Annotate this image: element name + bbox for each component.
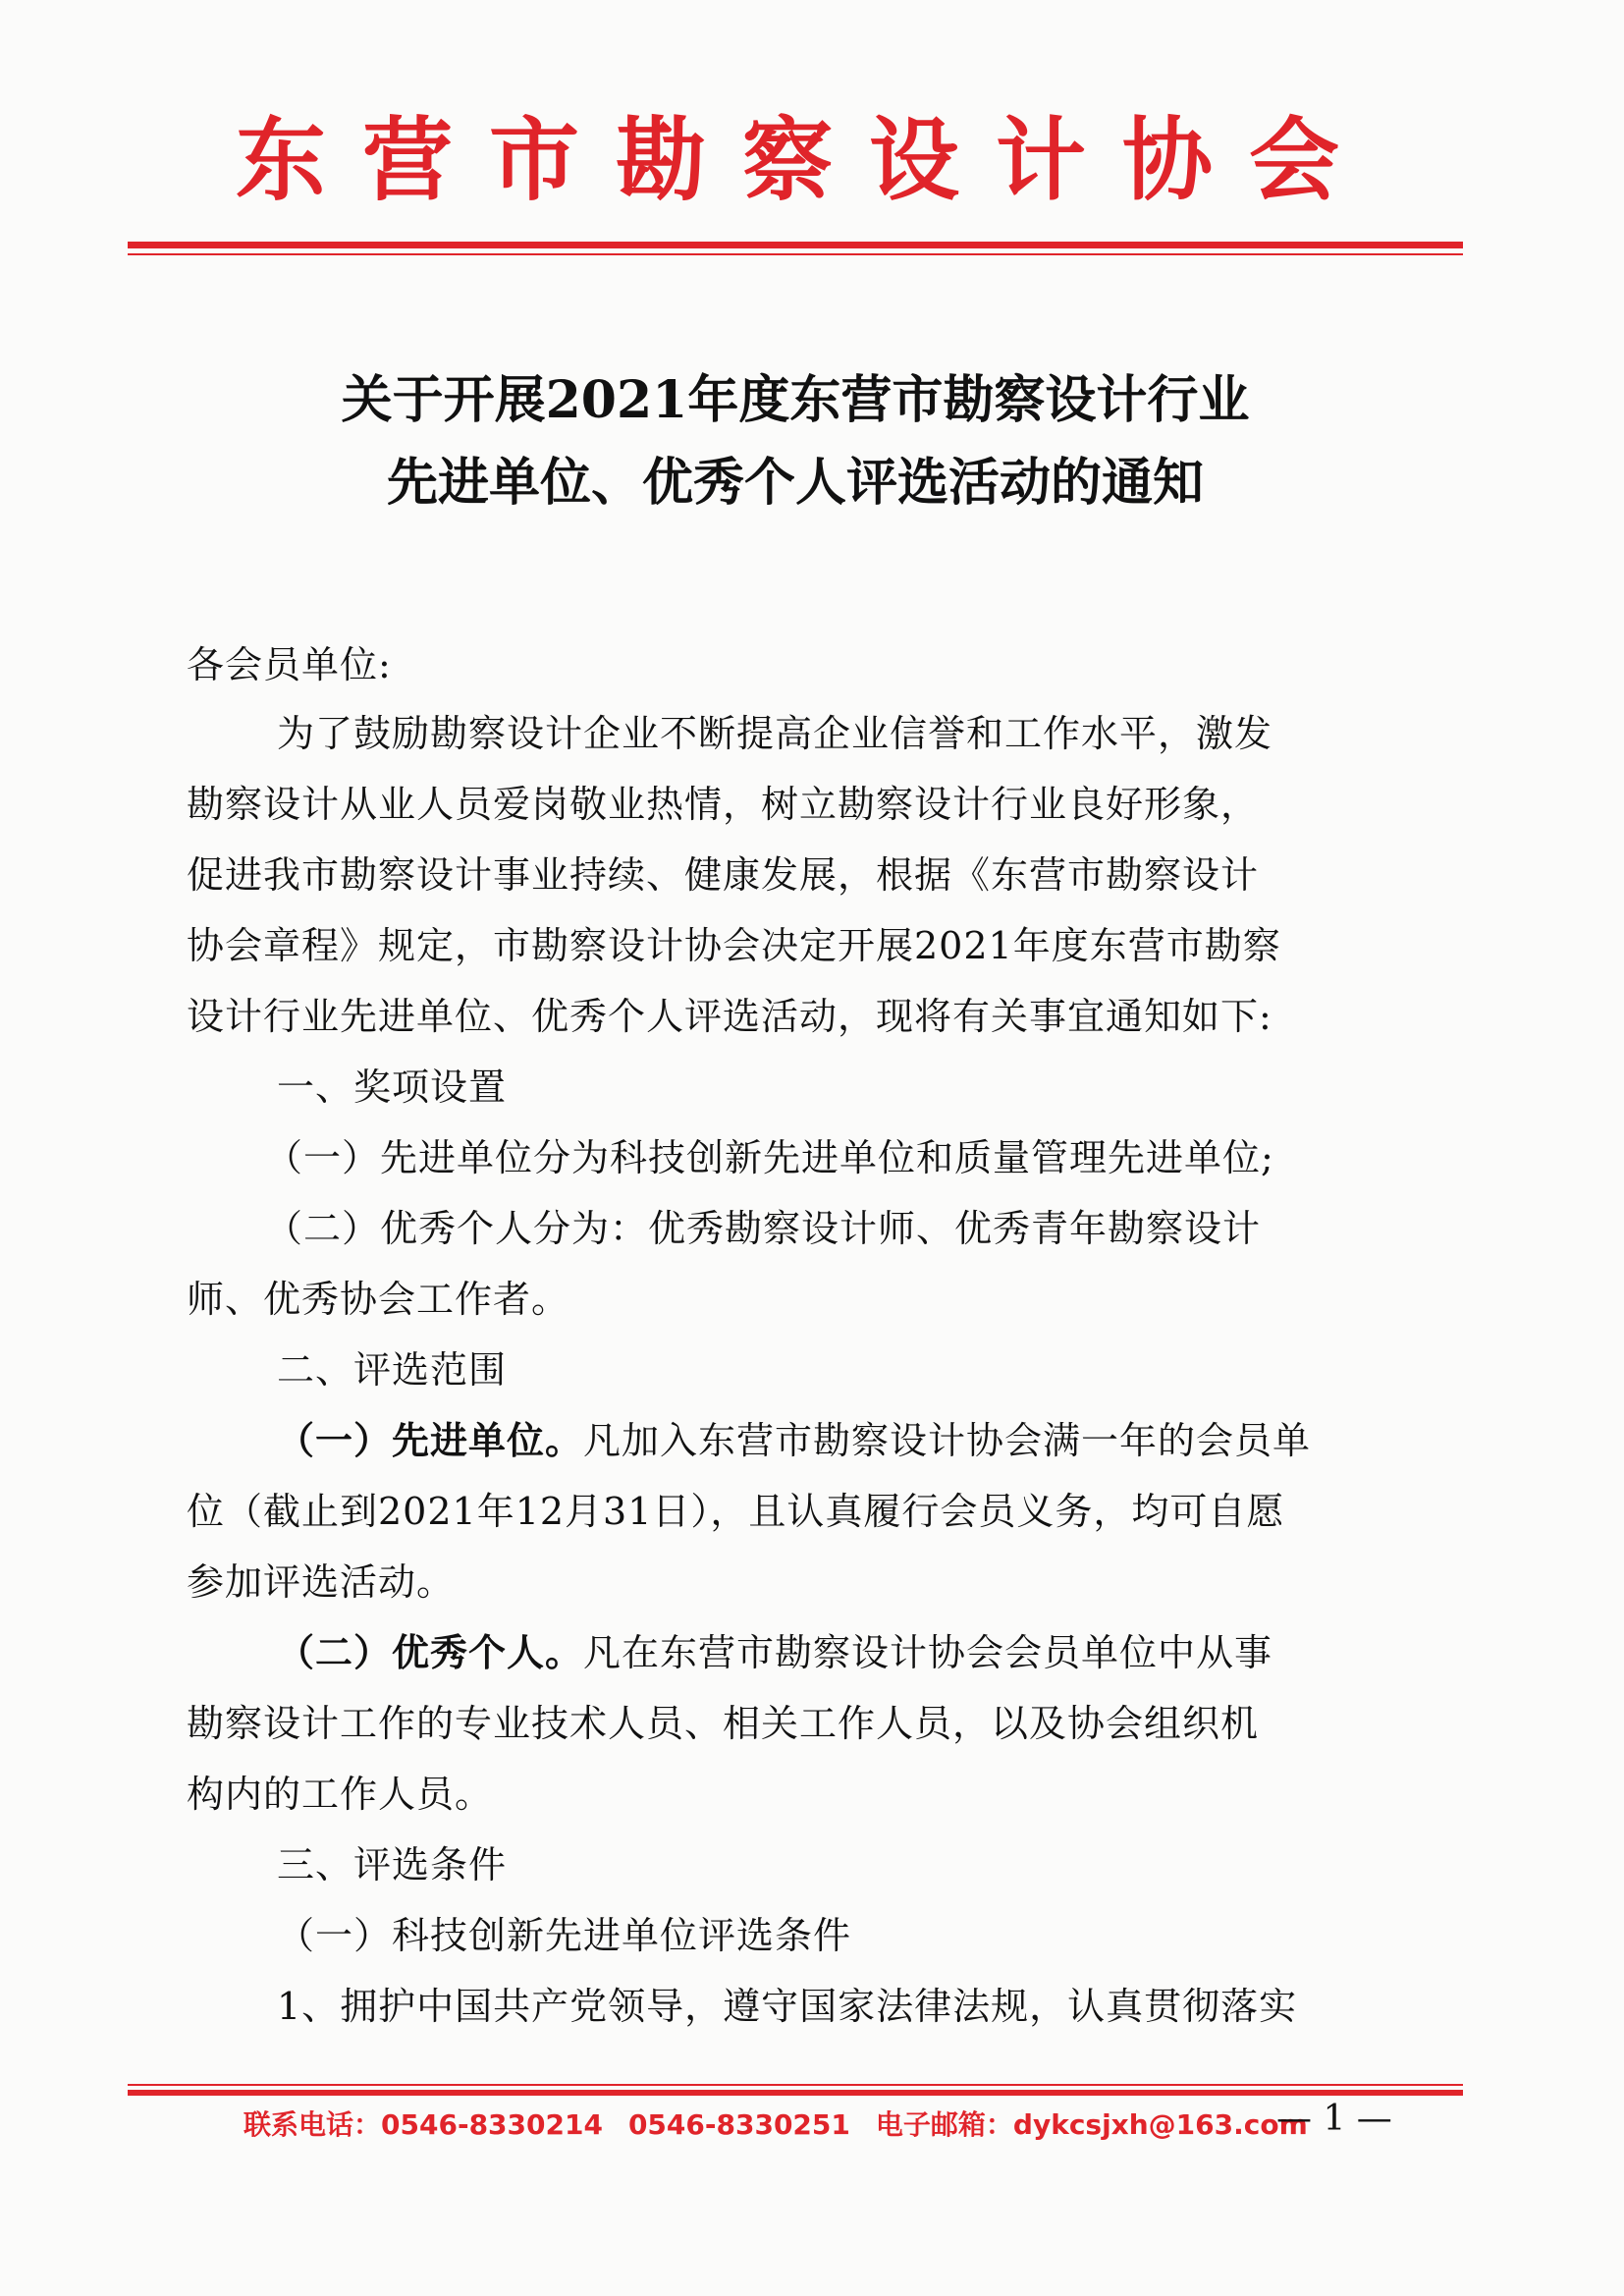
section-heading-criteria: 三、评选条件 [277, 1843, 508, 1886]
paragraph-text: 凡在东营市勘察设计协会会员单位中从事 [583, 1631, 1273, 1674]
paragraph-line: 促进我市勘察设计事业持续、健康发展，根据《东营市勘察设计 [187, 853, 1260, 897]
paragraph-line: 协会章程》规定，市勘察设计协会决定开展2021年度东营市勘察 [187, 924, 1281, 967]
email: dykcsjxh@163.com [1012, 2108, 1308, 2141]
paragraph-line: 勘察设计从业人员爱岗敬业热情，树立勘察设计行业良好形象， [187, 783, 1260, 826]
subsection-heading: （一）科技创新先进单位评选条件 [277, 1914, 852, 1957]
paragraph-text: 凡加入东营市勘察设计协会满一年的会员单 [583, 1419, 1312, 1462]
phone-label: 联系电话： [244, 2108, 382, 2141]
footer-rule-thick [128, 2090, 1463, 2096]
document-title-line-2: 先进单位、优秀个人评选活动的通知 [386, 453, 1204, 513]
phone-2: 0546-8330251 [627, 2108, 850, 2141]
page-number: — 1 — [1276, 2099, 1392, 2139]
paragraph-line: 1、拥护中国共产党领导，遵守国家法律法规，认真贯彻落实 [277, 1985, 1298, 2028]
paragraph-line: 参加评选活动。 [187, 1560, 456, 1604]
paragraph-line: （二）优秀个人分为：优秀勘察设计师、优秀青年勘察设计 [265, 1207, 1262, 1250]
bold-label-advanced-unit: （一）先进单位。 [277, 1419, 584, 1462]
phone-1: 0546-8330214 [381, 2108, 603, 2141]
email-label: 电子邮箱： [875, 2108, 1013, 2141]
paragraph-line: 勘察设计工作的专业技术人员、相关工作人员，以及协会组织机 [187, 1702, 1260, 1745]
paragraph-line: 为了鼓励勘察设计企业不断提高企业信誉和工作水平，激发 [277, 712, 1273, 755]
paragraph-line: （一）先进单位分为科技创新先进单位和质量管理先进单位; [265, 1136, 1274, 1179]
paragraph-line: 设计行业先进单位、优秀个人评选活动，现将有关事宜通知如下: [187, 995, 1272, 1038]
footer-contact [244, 2108, 1333, 2141]
document-title-line-1: 关于开展2021年度东营市勘察设计行业 [341, 370, 1250, 430]
letterhead-rule-thin [128, 253, 1463, 255]
letterhead-title: 东营市勘察设计协会 [236, 108, 1377, 213]
paragraph-line: 构内的工作人员。 [187, 1773, 494, 1816]
section-heading-awards: 一、奖项设置 [277, 1066, 508, 1109]
salutation: 各会员单位: [187, 643, 392, 686]
paragraph-line: 位（截止到2021年12月31日），且认真履行会员义务，均可自愿 [187, 1490, 1285, 1533]
paragraph-line-advanced-unit [277, 1419, 1312, 1462]
letterhead-rule-thick [128, 242, 1463, 248]
section-heading-scope: 二、评选范围 [277, 1348, 508, 1392]
paragraph-line: 师、优秀协会工作者。 [187, 1278, 570, 1321]
footer-rule-thin [128, 2084, 1463, 2086]
bold-label-excellent-individual: （二）优秀个人。 [277, 1631, 584, 1674]
paragraph-line-excellent-individual [277, 1631, 1273, 1674]
